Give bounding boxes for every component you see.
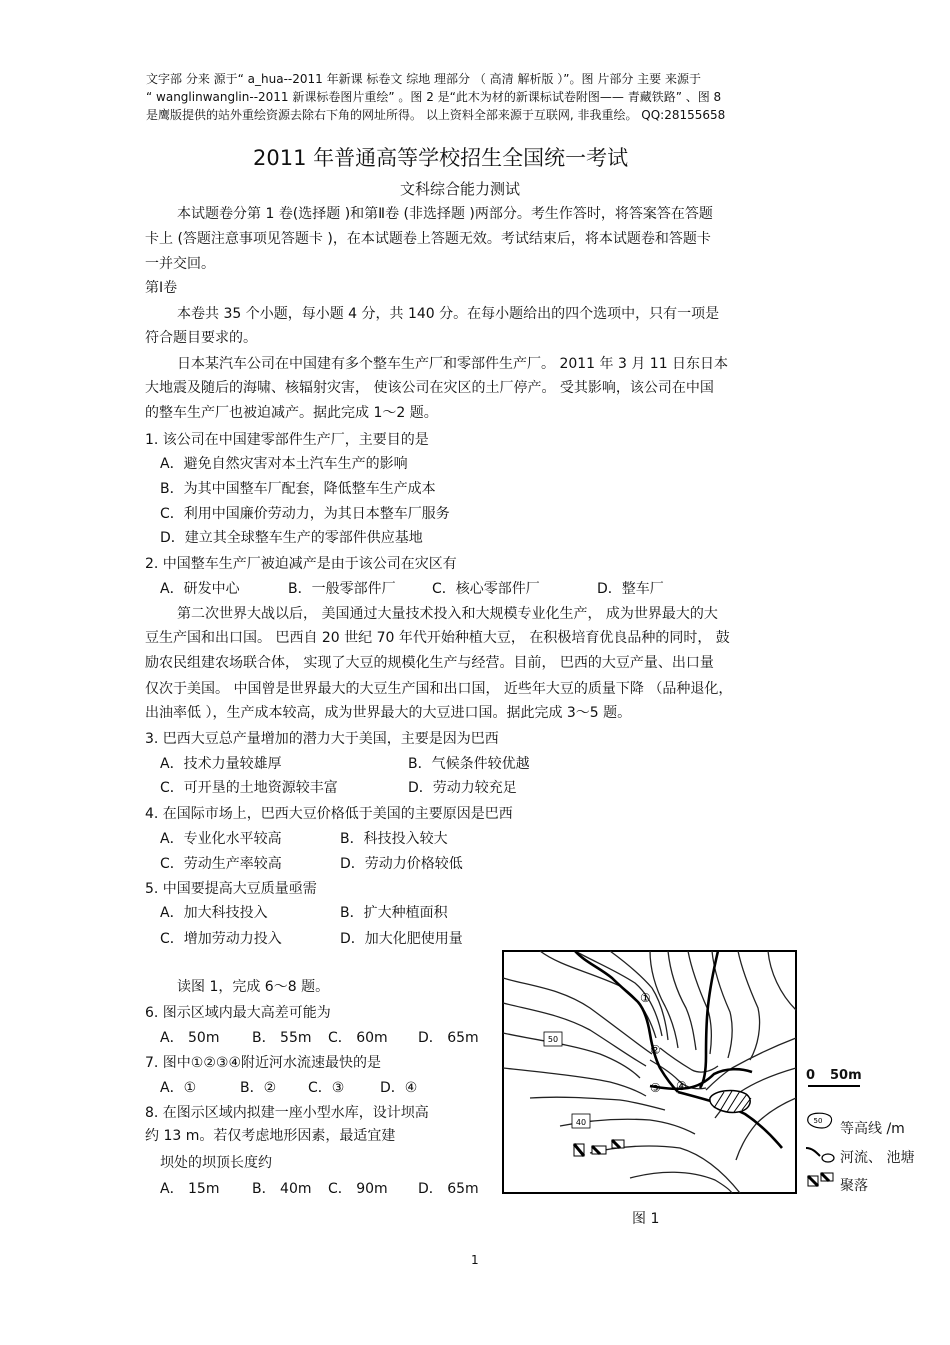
section-intro-line-1: 本卷共 35 个小题，每小题 4 分，共 140 分。在每小题给出的四个选项中，只有一项是 [177, 306, 720, 322]
legend-contour-value: 50 [813, 1117, 823, 1125]
scale-zero: 0 [806, 1068, 816, 1083]
q4-option-c: C．劳动生产率较高 [160, 856, 282, 872]
q4-option-d: D．劳动力价格较低 [340, 856, 463, 872]
q4-stem: 4. 在国际市场上，巴西大豆价格低于美国的主要原因是巴西 [145, 806, 513, 822]
marker-2: ② [650, 1043, 661, 1057]
q1-option-d: D．建立其全球整车生产的零部件供应基地 [160, 530, 423, 546]
q3-option-a: A．技术力量较雄厚 [160, 756, 282, 772]
page-number: 1 [471, 1253, 479, 1267]
q6-option-a: A． 50m [160, 1030, 220, 1046]
intro-line-2: 卡上 (答题注意事项见答题卡 )，在本试题卷上答题无效。考试结束后，将本试题卷和答题卡 [145, 231, 711, 247]
q5-option-b: B．扩大种植面积 [340, 905, 448, 921]
legend-river-label: 河流、 池塘 [840, 1150, 915, 1166]
marker-1: ① [640, 991, 651, 1005]
q5-option-d: D．加大化肥使用量 [340, 931, 463, 947]
q3-option-b: B．气候条件较优越 [408, 756, 530, 772]
q1-option-a: A．避免自然灾害对本土汽车生产的影响 [160, 456, 408, 472]
q2-option-b: B．一般零部件厂 [288, 581, 396, 597]
q4-option-b: B．科技投入较大 [340, 831, 448, 847]
q2-option-a: A．研发中心 [160, 581, 240, 597]
header-note-line2: “ wanglinwanglin--2011 新课标卷图片重绘” 。图 2 是“此木为材的新课标试卷附图—— 青藏铁路” 、图 8 [146, 90, 722, 104]
passage2-line-5: 出油率低 ），生产成本较高，成为世界最大的大豆进口国。据此完成 3～5 题。 [145, 705, 632, 721]
q2-stem: 2. 中国整车生产厂被迫减产是由于该公司在灾区有 [145, 556, 457, 572]
q6-option-d: D． 65m [418, 1030, 479, 1046]
q1-stem: 1. 该公司在中国建零部件生产厂，主要目的是 [145, 432, 429, 448]
legend-contour-icon [804, 1110, 836, 1134]
q8-stem-line-3: 坝处的坝顶长度约 [160, 1155, 272, 1171]
scale-label: 50m [830, 1068, 862, 1083]
passage1-line-2: 大地震及随后的海啸、核辐射灾害， 使该公司在灾区的土厂停产。 受其影响，该公司在中国 [145, 380, 714, 396]
q8-option-d: D． 65m [418, 1181, 479, 1197]
passage2-line-2: 豆生产国和出口国。 巴西自 20 世纪 70 年代开始种植大豆， 在积极培育优良品种的同时， 鼓 [145, 630, 730, 646]
contour-label-40: 40 [575, 1118, 587, 1127]
q1-option-b: B．为其中国整车厂配套，降低整车生产成本 [160, 481, 436, 497]
marker-4: ④ [676, 1079, 687, 1093]
contour-map-figure [500, 948, 800, 1198]
q7-option-d: D．④ [380, 1080, 418, 1096]
q8-stem-line-1: 8. 在图示区域内拟建一座小型水库，设计坝高 [145, 1105, 429, 1121]
q3-option-d: D．劳动力较充足 [408, 780, 517, 796]
q8-option-b: B． 40m [252, 1181, 312, 1197]
legend-settlement-label: 聚落 [840, 1178, 868, 1194]
q3-option-c: C．可开垦的土地资源较丰富 [160, 780, 338, 796]
header-note-line1: 文字部 分来 源于“ a_hua--2011 年新课 标卷文 综地 理部分 （ 高清 解析版 ）”。图 片部分 主要 来源于 [146, 72, 701, 86]
q3-stem: 3. 巴西大豆总产量增加的潜力大于美国，主要是因为巴西 [145, 731, 499, 747]
q1-option-c: C．利用中国廉价劳动力，为其日本整车厂服务 [160, 506, 450, 522]
passage1-line-3: 的整车生产厂也被迫减产。据此完成 1～2 题。 [145, 405, 438, 421]
q8-option-c: C． 90m [328, 1181, 388, 1197]
intro-line-3: 一并交回。 [145, 256, 215, 272]
q8-stem-line-2: 约 13 m。若仅考虑地形因素，最适宜建 [145, 1128, 396, 1144]
passage1-line-1: 日本某汽车公司在中国建有多个整车生产厂和零部件生产厂。 2011 年 3 月 11 日东日本 [177, 356, 729, 372]
figure-caption: 图 1 [632, 1211, 660, 1227]
q2-option-c: C．核心零部件厂 [432, 581, 540, 597]
passage2-line-3: 励农民组建农场联合体， 实现了大豆的规模化生产与经营。目前， 巴西的大豆产量、出口量 [145, 655, 714, 671]
section-heading: 第Ⅰ卷 [145, 280, 178, 296]
q5-option-a: A．加大科技投入 [160, 905, 268, 921]
legend-river-icon [804, 1142, 836, 1166]
q8-option-a: A． 15m [160, 1181, 220, 1197]
q6-option-b: B． 55m [252, 1030, 312, 1046]
q7-option-c: C．③ [308, 1080, 345, 1096]
passage2-line-4: 仅次于美国。 中国曾是世界最大的大豆生产国和出口国， 近些年大豆的质量下降 （品种退化， [145, 681, 733, 697]
q2-option-d: D．整车厂 [597, 581, 664, 597]
q7-stem: 7. 图中①②③④附近河水流速最快的是 [145, 1055, 382, 1071]
q4-option-a: A．专业化水平较高 [160, 831, 282, 847]
header-note-line3: 是鹰版提供的站外重绘资源去除右下角的网址所得。 以上资料全部来源于互联网, 非我重绘。 QQ:28155658 [146, 108, 726, 122]
read-figure-instruction: 读图 1，完成 6～8 题。 [177, 979, 330, 995]
q5-option-c: C．增加劳动力投入 [160, 931, 282, 947]
exam-title: 2011 年普通高等学校招生全国统一考试 [253, 146, 629, 170]
q7-option-b: B．② [240, 1080, 277, 1096]
q6-stem: 6. 图示区域内最大高差可能为 [145, 1005, 331, 1021]
legend-settlement-icon [806, 1170, 836, 1190]
q6-option-c: C． 60m [328, 1030, 388, 1046]
marker-3: ③ [650, 1081, 661, 1095]
section-intro-line-2: 符合题目要求的。 [145, 330, 257, 346]
contour-label-50: 50 [547, 1035, 559, 1044]
q7-option-a: A．① [160, 1080, 197, 1096]
passage2-line-1: 第二次世界大战以后， 美国通过大量技术投入和大规模专业化生产， 成为世界最大的大 [177, 606, 718, 622]
q5-stem: 5. 中国要提高大豆质量亟需 [145, 881, 317, 897]
legend-contour-label: 等高线 /m [840, 1121, 905, 1137]
scale-bar [808, 1085, 860, 1087]
intro-line-1: 本试题卷分第 1 卷(选择题 )和第Ⅱ卷 (非选择题 )两部分。考生作答时，将答案答在答题 [177, 206, 713, 222]
exam-subtitle: 文科综合能力测试 [400, 180, 521, 198]
